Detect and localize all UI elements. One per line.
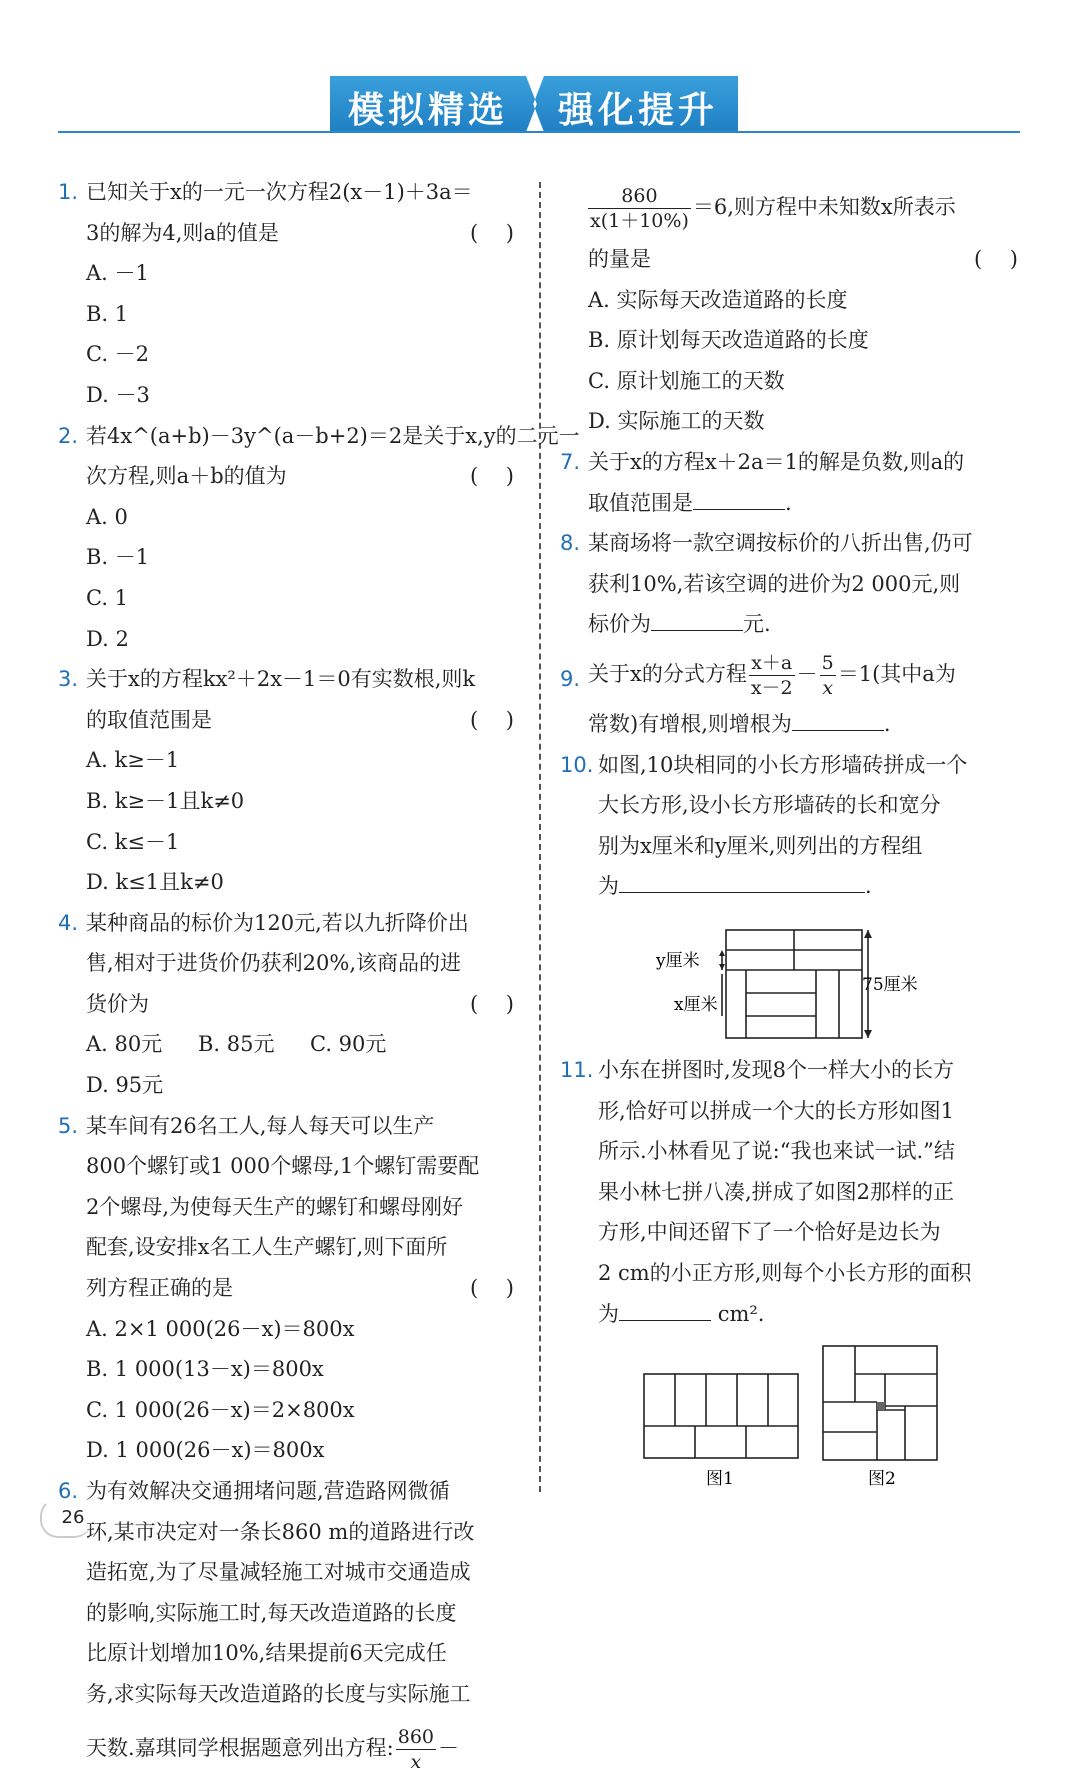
- question-text: 的量是: [588, 247, 651, 271]
- question-text: 某车间有26名工人,每人每天可以生产: [86, 1113, 435, 1138]
- question-text: 方形,中间还留下了一个恰好是边长为: [598, 1220, 941, 1245]
- question-11-block: [560, 1050, 1022, 1334]
- question-text: 常数)有增根,则增根为: [588, 711, 792, 736]
- question-text: 所示.小林看见了说:“我也来试一试.”结: [598, 1139, 955, 1164]
- option-a: A. 80元: [86, 1032, 163, 1057]
- question-text: 列方程正确的是: [86, 1276, 233, 1301]
- question-text: 2个螺母,为使每天生产的螺钉和螺母刚好: [86, 1194, 464, 1219]
- minus-sign: －: [796, 661, 818, 686]
- page-number: [40, 1498, 92, 1538]
- option-c: C. 原计划施工的天数: [588, 368, 785, 393]
- punctuation: .: [883, 711, 891, 736]
- answer-paren: ( ): [469, 464, 514, 489]
- question-text: 天数.嘉琪同学根据题意列出方程:: [86, 1735, 394, 1760]
- question-text: 2 cm的小正方形,则每个小长方形的面积: [598, 1260, 972, 1285]
- option-b: B. 原计划每天改造道路的长度: [588, 328, 869, 353]
- question-number: 10.: [560, 752, 594, 777]
- question-11: [560, 1050, 1022, 1334]
- options-2: [58, 497, 518, 659]
- answer-paren: ( ): [973, 247, 1018, 271]
- option-b: B. 1: [86, 301, 129, 326]
- option-d: D. 实际施工的天数: [588, 409, 765, 434]
- question-text: 某商场将一款空调按标价的八折出售,仍可: [588, 531, 973, 556]
- question-text: 别为x厘米和y厘米,则列出的方程组: [598, 833, 923, 858]
- figure-2-caption: 图2: [868, 1469, 896, 1489]
- options-1: [58, 253, 518, 415]
- question-4: [58, 903, 518, 1025]
- option-c: C. 90元: [310, 1032, 387, 1057]
- question-text: 务,求实际每天改造道路的长度与实际施工: [86, 1681, 471, 1706]
- question-text: 比原计划增加10%,结果提前6天完成任: [86, 1641, 447, 1666]
- question-10: [560, 745, 1022, 907]
- question-number: 11.: [560, 1058, 594, 1082]
- fraction: $\frac{5}{x}$: [821, 651, 834, 699]
- fraction: $\frac{860}{x}$: [397, 1725, 435, 1773]
- label-height: 75厘米: [862, 975, 918, 995]
- question-2: [58, 416, 580, 497]
- option-c: C. k≤－1: [86, 829, 180, 854]
- fraction: $\frac{x+a}{x-2}$: [750, 651, 793, 699]
- question-text: ＝1(其中a为: [837, 661, 956, 686]
- question-text: 标价为: [588, 612, 651, 637]
- question-text: 为有效解决交通拥堵问题,营造路网微循: [86, 1479, 450, 1503]
- option-a: A. －1: [86, 261, 149, 286]
- question-text: 已知关于x的一元一次方程2(x－1)＋3a＝: [86, 180, 473, 204]
- center-square: [877, 1402, 885, 1410]
- question-text: 形,恰好可以拼成一个大的长方形如图1: [598, 1098, 955, 1123]
- question-text: 配套,设安排x名工人生产螺钉,则下面所: [86, 1235, 448, 1260]
- question-1: [58, 172, 518, 253]
- label-x-cm: x厘米: [674, 995, 718, 1015]
- options-6: [560, 280, 1022, 442]
- answer-paren: ( ): [469, 220, 514, 245]
- answer-paren: ( ): [469, 1276, 514, 1301]
- question-text: 获利10%,若该空调的进价为2 000元,则: [588, 571, 961, 596]
- brick-wall-figure: [650, 922, 950, 1044]
- options-5: [58, 1309, 518, 1471]
- unit-text: 元.: [743, 612, 771, 637]
- puzzle-figures: [640, 1344, 950, 1494]
- fraction: $\frac{860}{x(1+10\%)}$: [590, 185, 689, 232]
- question-text: 若4x^(a+b)－3y^(a－b+2)＝2是关于x,y的二元一: [86, 423, 580, 448]
- question-text: 环,某市决定对一条长860 m的道路进行改: [86, 1519, 475, 1544]
- section-banner: [330, 76, 738, 132]
- column-divider: [539, 182, 541, 1492]
- question-number: 8.: [560, 531, 581, 556]
- question-number: 4.: [58, 910, 79, 935]
- option-b: B. k≥－1且k≠0: [86, 788, 245, 813]
- punctuation: .: [865, 874, 872, 899]
- question-text: 的取值范围是: [86, 707, 212, 732]
- option-c: C. 1: [86, 585, 129, 610]
- page-number-text: 26: [61, 1507, 85, 1528]
- option-c: C. 1 000(26－x)＝2×800x: [86, 1397, 355, 1422]
- option-a: A. 2×1 000(26－x)＝800x: [86, 1316, 355, 1341]
- banner-title-left: 模拟精选: [348, 90, 509, 131]
- answer-blank[interactable]: [619, 866, 865, 893]
- header-rule: [58, 131, 1020, 133]
- question-text: 为: [598, 874, 619, 899]
- answer-blank[interactable]: [693, 483, 785, 510]
- question-8: [560, 523, 1022, 645]
- question-text: 大长方形,设小长方形墙砖的长和宽分: [598, 793, 941, 818]
- question-text: ＝6,则方程中未知数x所表示: [692, 195, 956, 219]
- option-b: B. －1: [86, 545, 150, 570]
- question-number: 5.: [58, 1113, 79, 1138]
- option-a: A. 0: [86, 504, 128, 529]
- figure-1: [644, 1374, 798, 1458]
- option-d: D. －3: [86, 382, 150, 407]
- question-text: 次方程,则a＋b的值为: [86, 464, 287, 489]
- label-y-cm: y厘米: [656, 951, 700, 971]
- answer-blank[interactable]: [792, 704, 884, 731]
- question-text: 货价为: [86, 991, 149, 1016]
- question-5: [58, 1106, 518, 1309]
- question-text: 造拓宽,为了尽量减轻施工对城市交通造成: [86, 1560, 471, 1585]
- unit-text: cm².: [717, 1301, 765, 1326]
- options-4: [58, 1024, 518, 1105]
- question-text: 售,相对于进货价仍获利20%,该商品的进: [86, 951, 462, 976]
- options-3: [58, 740, 518, 902]
- option-a: A. 实际每天改造道路的长度: [588, 287, 848, 312]
- option-d: D. 1 000(26－x)＝800x: [86, 1438, 325, 1463]
- minus-sign: －: [438, 1735, 460, 1760]
- option-b: B. 1 000(13－x)＝800x: [86, 1357, 324, 1382]
- question-text: 3的解为4,则a的值是: [86, 220, 279, 245]
- question-number: 6.: [58, 1479, 79, 1503]
- punctuation: .: [785, 490, 792, 515]
- question-text: 的影响,实际施工时,每天改造道路的长度: [86, 1600, 457, 1625]
- question-text: 果小林七拼八凑,拼成了如图2那样的正: [598, 1179, 955, 1204]
- question-text: 关于x的方程x＋2a＝1的解是负数,则a的: [588, 449, 965, 474]
- question-9: [560, 651, 1022, 745]
- question-text: 关于x的分式方程: [588, 661, 747, 686]
- question-6: [58, 1471, 518, 1774]
- question-text: 小东在拼图时,发现8个一样大小的长方: [598, 1058, 955, 1082]
- right-column: [560, 184, 1022, 907]
- question-text: 如图,10块相同的小长方形墙砖拼成一个: [598, 752, 968, 777]
- question-number: 9.: [560, 666, 581, 691]
- question-text: 取值范围是: [588, 490, 693, 515]
- option-d: D. k≤1且k≠0: [86, 870, 224, 895]
- banner-notch: [526, 76, 544, 132]
- option-b: B. 85元: [198, 1032, 275, 1057]
- answer-paren: ( ): [469, 707, 514, 732]
- option-a: A. k≥－1: [86, 748, 180, 773]
- option-d: D. 2: [86, 626, 129, 651]
- option-c: C. －2: [86, 342, 150, 367]
- question-number: 2.: [58, 423, 79, 448]
- figure-1-caption: 图1: [706, 1469, 734, 1489]
- banner-title-right: 强化提升: [558, 90, 719, 131]
- option-d: D. 95元: [86, 1073, 164, 1098]
- question-text: 800个螺钉或1 000个螺母,1个螺钉需要配: [86, 1154, 480, 1179]
- answer-blank[interactable]: [619, 1294, 711, 1321]
- question-text: 某种商品的标价为120元,若以九折降价出: [86, 910, 469, 935]
- question-text: 关于x的方程kx²＋2x－1＝0有实数根,则k: [86, 667, 476, 692]
- question-number: 3.: [58, 667, 79, 692]
- answer-paren: ( ): [469, 991, 514, 1016]
- question-number: 1.: [58, 180, 79, 204]
- question-3: [58, 659, 518, 740]
- answer-blank[interactable]: [651, 604, 743, 631]
- question-7: [560, 442, 1022, 523]
- question-text: 为: [598, 1301, 619, 1326]
- question-number: 7.: [560, 449, 581, 474]
